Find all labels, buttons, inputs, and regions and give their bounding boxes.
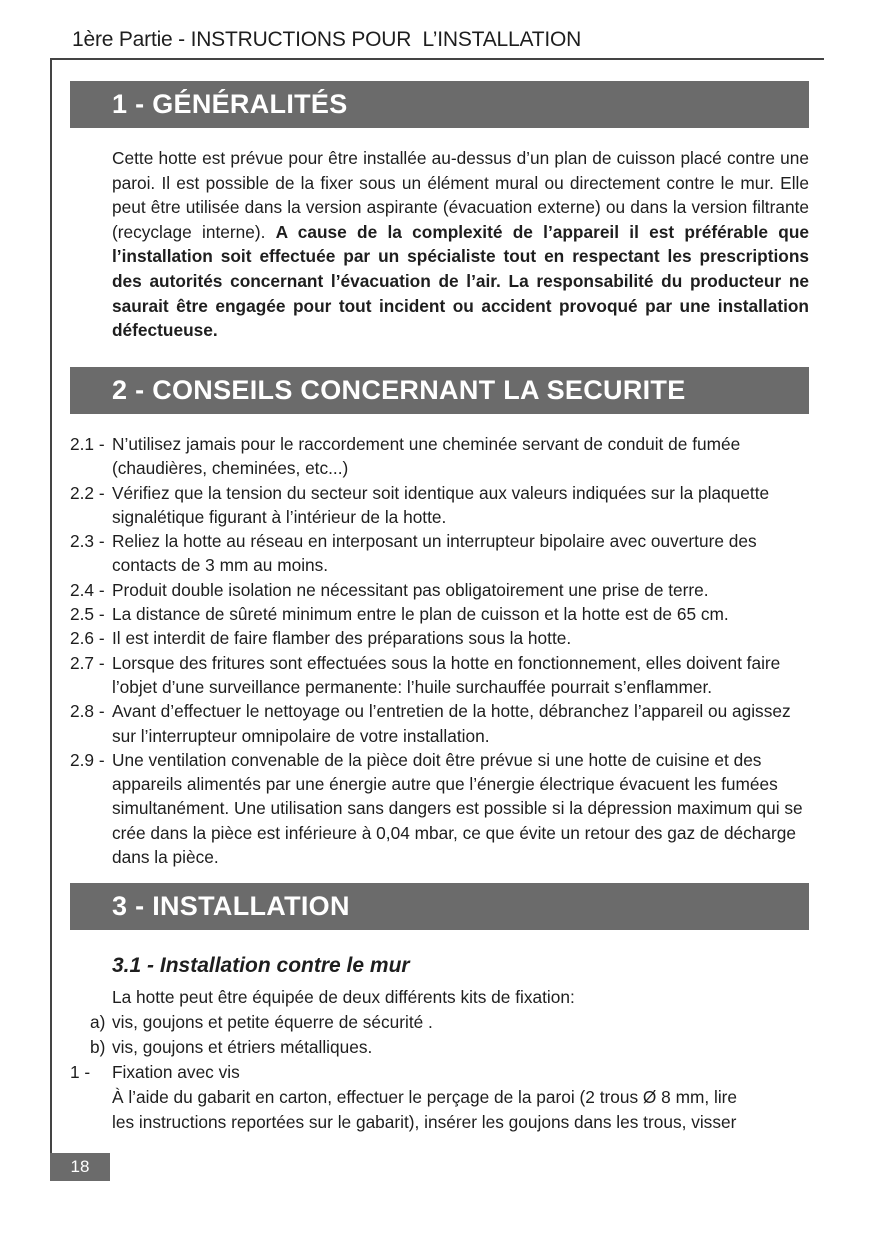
section-1-text-bold: A cause de la complexité de l’appareil il est préférable que l’installation soit effectuée par un spécialiste tout en respectant les prescriptions des autorités concernant l’évacuation de l’air. La responsabilité du producteur ne saurait être engagée pour tout incident ou accident provoqué par une installation défectueuse. <box>112 221 809 341</box>
safety-item-number: 2.3 - <box>70 531 105 552</box>
safety-item-text: Vérifiez que la tension du secteur soit identique aux valeurs indiquées sur la plaquette signalétique figurant à l’intérieur de la hotte. <box>112 482 770 527</box>
step-1-line-1: À l’aide du gabarit en carton, effectuer le perçage de la paroi (2 trous Ø 8 mm, lire <box>112 1087 738 1107</box>
kit-b-label: b) <box>90 1037 106 1057</box>
safety-item-text: Avant d’effectuer le nettoyage ou l’entretien de la hotte, débranchez l’appareil ou agissez sur l’interrupteur omnipolaire de votre installation. <box>112 701 791 746</box>
safety-item <box>70 602 810 626</box>
safety-item <box>70 626 810 650</box>
fixation-kits-intro: La hotte peut être équipée de deux différents kits de fixation: <box>112 987 575 1007</box>
section-2-heading: 2 - CONSEILS CONCERNANT LA SECURITE <box>70 367 809 414</box>
kit-a-text: vis, goujons et petite équerre de sécurité . <box>112 1012 433 1032</box>
safety-item-text: Il est interdit de faire flamber des préparations sous la hotte. <box>112 628 572 649</box>
header-rule <box>50 58 824 60</box>
step-1-title: Fixation avec vis <box>112 1062 240 1082</box>
safety-item-number: 2.2 - <box>70 482 105 503</box>
safety-item-number: 2.8 - <box>70 701 105 722</box>
safety-item-number: 2.9 - <box>70 749 105 770</box>
kit-a-label: a) <box>90 1012 106 1032</box>
page-number: 18 <box>50 1153 110 1181</box>
safety-item-text: N’utilisez jamais pour le raccordement une cheminée servant de conduit de fumée (chaudières, cheminées, etc...) <box>112 434 741 479</box>
safety-item <box>70 578 810 602</box>
step-1-number: 1 - <box>70 1062 91 1082</box>
safety-item-text: La distance de sûreté minimum entre le plan de cuisson et la hotte est de 65 cm. <box>112 604 729 625</box>
section-1-paragraph <box>112 146 809 343</box>
safety-item-number: 2.6 - <box>70 628 105 649</box>
subsection-3-1-heading: 3.1 - Installation contre le mur <box>112 954 410 977</box>
safety-item <box>70 481 810 530</box>
safety-item <box>70 748 810 869</box>
safety-item-text: Lorsque des fritures sont effectuées sous la hotte en fonctionnement, elles doivent faire l’objet d’une surveillance permanente: l’huile surchauffée pourrait s’enflammer. <box>112 652 781 697</box>
section-1-text-normal: Cette hotte est prévue pour être installée au-dessus d’un plan de cuisson placé contre une paroi. Il est possible de la fixer sous un élément mural ou directement contre le mur. Elle peut être utilisée dans la version aspirante (évacuation externe) ou dans la version filtrante (recyclage interne). <box>112 148 809 242</box>
safety-item-number: 2.4 - <box>70 579 105 600</box>
safety-item-text: Produit double isolation ne nécessitant pas obligatoirement une prise de terre. <box>112 579 709 600</box>
step-1-line-2: les instructions reportées sur le gabarit), insérer les goujons dans les trous, visser <box>112 1112 737 1132</box>
safety-list <box>70 432 810 869</box>
section-3-heading: 3 - INSTALLATION <box>70 883 809 930</box>
kit-b-text: vis, goujons et étriers métalliques. <box>112 1037 373 1057</box>
safety-item <box>70 651 810 700</box>
left-margin-rule <box>50 58 52 1180</box>
safety-item <box>70 529 810 578</box>
safety-item <box>70 432 810 481</box>
safety-item-number: 2.7 - <box>70 652 105 673</box>
safety-item <box>70 699 810 748</box>
safety-item-number: 2.1 - <box>70 434 105 454</box>
safety-item-number: 2.5 - <box>70 604 105 625</box>
section-1-heading: 1 - GÉNÉRALITÉS <box>70 81 809 128</box>
safety-item-text: Reliez la hotte au réseau en interposant un interrupteur bipolaire avec ouverture des contacts de 3 mm au moins. <box>112 531 757 576</box>
safety-item-text: Une ventilation convenable de la pièce doit être prévue si une hotte de cuisine et des appareils alimentés par une énergie autre que l’énergie électrique évacuent les fumées simultanément. Une utilisation sans dangers est possible si la dépression maximum qui se crée dans la pièce est inférieure à 0,04 mbar, ce que évite un retour des gaz de décharge dans la pièce. <box>112 749 803 868</box>
running-header: 1ère Partie - INSTRUCTIONS POUR L’INSTALLATION <box>72 28 582 51</box>
